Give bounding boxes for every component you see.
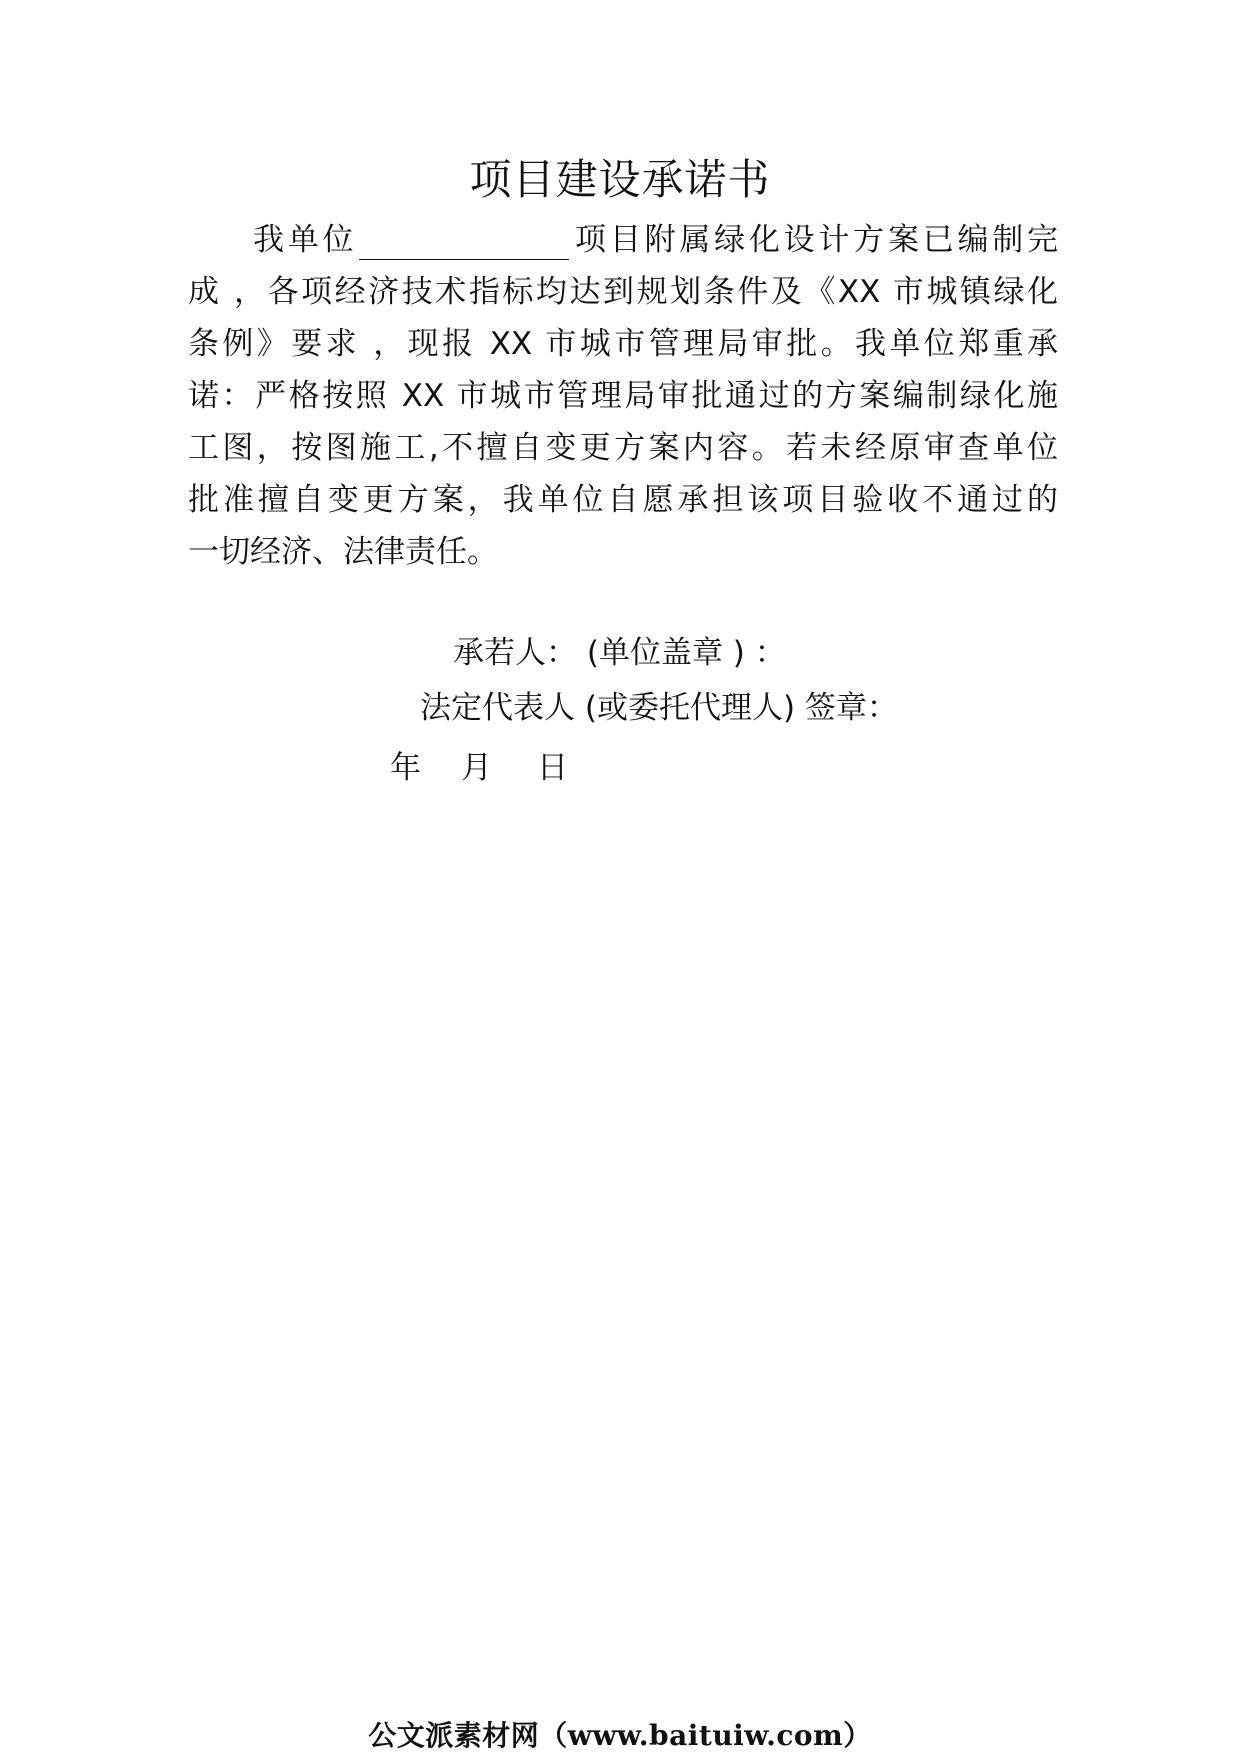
paragraph-line-7: 一切经济、法律责任。 [188, 534, 498, 570]
date-day-label: 日 [537, 750, 568, 786]
paragraph-line-3: 条例》要求 ，现报 XX 市城市管理局审批。我单位郑重承 [188, 326, 1058, 362]
footer-watermark: 公文派素材网（www.baituiw.com） [368, 1719, 872, 1752]
paragraph-line-2: 成 ，各项经济技术指标均达到规划条件及《XX 市城镇绿化 [188, 274, 1058, 310]
representative-signature-line: 法定代表人 (或委托代理人) 签章： [420, 690, 898, 726]
paragraph-line-5: 工图，按图施工,不擅自变更方案内容。若未经原审查单位 [188, 430, 1058, 466]
date-year-label: 年 [390, 750, 421, 786]
paragraph-line-1 [253, 220, 1058, 260]
paragraph-line-1-text: 项目附属绿化设计方案已编制完 [571, 222, 1058, 258]
document-title: 项目建设承诺书 [469, 155, 771, 204]
paragraph-line-6: 批准擅自变更方案，我单位自愿承担该项目验收不通过的 [188, 482, 1058, 518]
unit-label: 我单位 [253, 222, 358, 258]
paragraph-line-4: 诺：严格按照 XX 市城市管理局审批通过的方案编制绿化施 [188, 378, 1058, 414]
promisor-signature-line: 承若人： (单位盖章 ) ： [453, 635, 786, 671]
date-month-label: 月 [461, 750, 492, 786]
project-name-blank [359, 229, 569, 260]
